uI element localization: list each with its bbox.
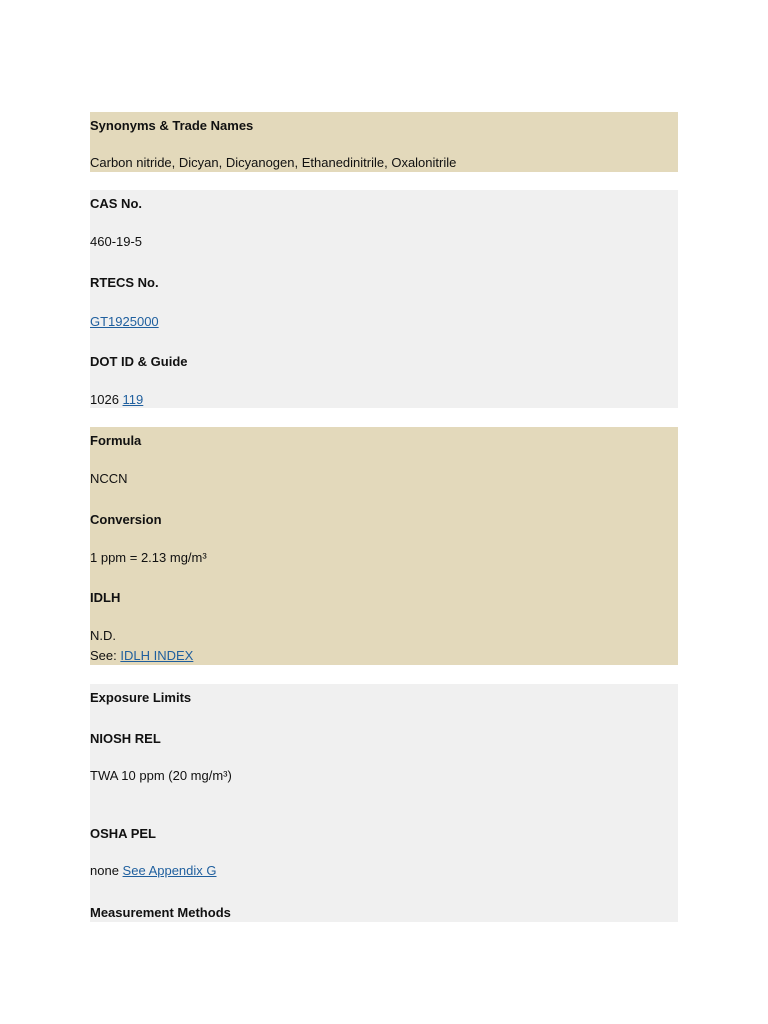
exposure-section — [90, 684, 678, 922]
osha-pel-prefix: none — [90, 863, 119, 878]
cas-value: 460-19-5 — [90, 234, 143, 249]
conversion-value: 1 ppm = 2.13 mg/m³ — [90, 550, 207, 565]
appendix-g-link[interactable]: See Appendix G — [122, 863, 217, 878]
formula-label: Formula — [90, 433, 142, 448]
dot-id: 1026 — [90, 392, 119, 407]
dot-value — [90, 392, 143, 408]
synonyms-label: Synonyms & Trade Names — [90, 118, 254, 133]
dot-guide-link[interactable]: 119 — [122, 392, 144, 407]
rtecs-link[interactable]: GT1925000 — [90, 314, 159, 329]
exposure-limits-label: Exposure Limits — [90, 690, 192, 705]
niosh-rel-label: NIOSH REL — [90, 731, 161, 746]
rtecs-value — [90, 314, 159, 330]
conversion-label: Conversion — [90, 512, 162, 527]
idlh-see — [90, 648, 193, 664]
dot-label: DOT ID & Guide — [90, 354, 188, 369]
rtecs-label: RTECS No. — [90, 275, 159, 290]
niosh-rel-value: TWA 10 ppm (20 mg/m³) — [90, 768, 232, 783]
measurement-methods-label: Measurement Methods — [90, 905, 231, 920]
synonyms-value: Carbon nitride, Dicyan, Dicyanogen, Ethanedinitrile, Oxalonitrile — [90, 155, 457, 170]
osha-pel-label: OSHA PEL — [90, 826, 156, 841]
synonyms-section — [90, 112, 678, 172]
formula-value: NCCN — [90, 471, 128, 486]
properties-section — [90, 427, 678, 665]
identifiers-section — [90, 190, 678, 408]
idlh-value: N.D. — [90, 628, 116, 643]
idlh-index-link[interactable]: IDLH INDEX — [120, 648, 194, 663]
idlh-see-prefix: See: — [90, 648, 117, 663]
osha-pel-value — [90, 863, 217, 879]
idlh-label: IDLH — [90, 590, 121, 605]
cas-label: CAS No. — [90, 196, 142, 211]
